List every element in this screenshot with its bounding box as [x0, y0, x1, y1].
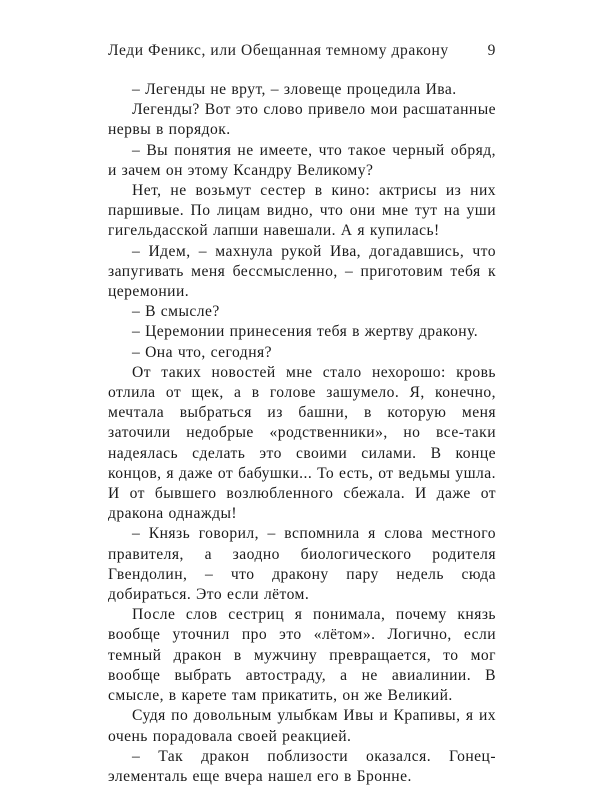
running-header [108, 42, 496, 64]
paragraph: – Князь говорил, – вспомнила я слова местного правителя, а заодно биологического родителя Гвендолин, – что дракону пару недель сюда добираться. Это если лётом. [108, 525, 496, 604]
paragraph: После слов сестриц я понимала, почему князь вообще уточнил про это «лётом». Логично, если темный дракон в мужчину превращается, то мог вообще выбрать автостраду, а не авиалинии. В смысле, в карете там прикатить, он же Великий. [108, 606, 496, 705]
paragraph: От таких новостей мне стало нехорошо: кровь отлила от щек, а в голове зашумело. Я, конечно, мечтала выбраться из башни, в которую меня заточили недобрые «родственники», но все-таки надеялась сделать это своими силами. В конце концов, я даже от бабушки... То есть, от ведьмы ушла. И от бывшего возлюбленного сбежала. И даже от дракона однажды! [108, 363, 496, 523]
book-title: Леди Феникс, или Обещанная темному дракону [108, 42, 449, 59]
paragraph: – Она что, сегодня? [132, 343, 272, 361]
paragraph: Нет, не возьмут сестер в кино: актрисы из них паршивые. По лицам видно, что они мне тут на уши гигельдасской лапши навешали. А я купилась! [108, 182, 496, 240]
paragraph: – В смысле? [132, 303, 220, 321]
body-text [108, 80, 496, 787]
paragraph: – Вы понятия не имеете, что такое черный обряд, и зачем он этому Ксандру Великому? [108, 141, 496, 179]
paragraph: Судя по довольным улыбкам Ивы и Крапивы, я их очень порадовала своей реакцией. [108, 707, 496, 745]
page-number: 9 [487, 42, 496, 59]
paragraph: – Идем, – махнула рукой Ива, догадавшись, что запугивать меня бессмысленно, – приготовим тебя к церемонии. [108, 242, 496, 301]
paragraph: – Легенды не врут, – зловеще процедила Ива. [132, 81, 457, 98]
paragraph: – Так дракон поблизости оказался. Гонец-элементаль еще вчера нашел его в Бронне. [108, 747, 496, 785]
paragraph: Легенды? Вот это слово привело мои расшатанные нервы в порядок. [108, 101, 496, 139]
paragraph: – Церемонии принесения тебя в жертву дракону. [132, 323, 479, 341]
